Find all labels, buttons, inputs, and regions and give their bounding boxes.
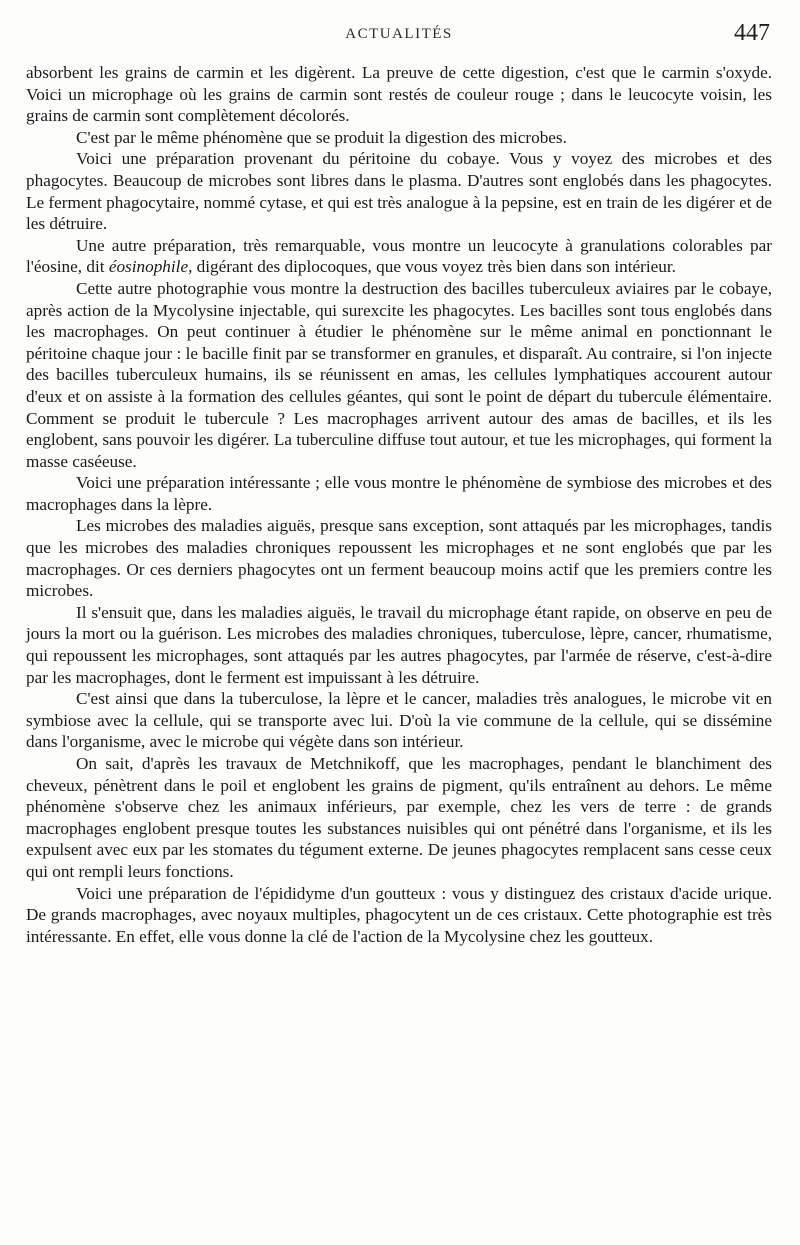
paragraph: On sait, d'après les travaux de Metchnikoff, que les macrophages, pendant le blanchiment des cheveux, pénètrent dans le poil et englobent les grains de pigment, qu'ils entraînent au dehors. Le même phénomène s'observe chez les animaux inférieurs, par exemple, chez les vers de terre : de grands macrophages englobent presque toutes les substances nuisibles qui ont pénétré dans l'organisme, et ils les expulsent avec eux par les stomates du tégument externe. De jeunes phagocytes remplacent sans cesse ceux qui ont rempli leurs fonctions. bbox=[26, 754, 772, 881]
paragraph-text: Une autre préparation, très remarquable, vous montre un leucocyte à granulations colorables par l'éosine, dit bbox=[26, 235, 772, 277]
paragraph: Voici une préparation provenant du péritoine du cobaye. Vous y voyez des microbes et des phagocytes. Beaucoup de microbes sont libres dans le plasma. D'autres sont englobés dans les phagocytes. Le ferment phagocytaire, nommé cytase, et qui est très analogue à la pepsine, est en train de les digérer et de les détruire. bbox=[26, 149, 772, 234]
paragraph: Il s'ensuit que, dans les maladies aiguës, le travail du microphage étant rapide, on observe en peu de jours la mort ou la guérison. Les microbes des maladies chroniques, tuberculose, lèpre, cancer, rhumatisme, qui repoussent les microphages, sont attaqués par les autres phagocytes, par l'armée de réserve, c'est-à-dire par les macrophages, dont le ferment est impuissant à les détruire. bbox=[26, 602, 772, 687]
body-text bbox=[26, 62, 772, 947]
paragraph: C'est ainsi que dans la tuberculose, la lèpre et le cancer, maladies très analogues, le microbe vit en symbiose avec la cellule, qui se transporte avec lui. D'où la vie commune de la cellule, qui se dissémine dans l'organisme, avec le microbe qui végète dans son intérieur. bbox=[26, 689, 772, 752]
paragraph: C'est par le même phénomène que se produit la digestion des microbes. bbox=[76, 127, 567, 147]
running-title: ACTUALITÉS bbox=[345, 26, 453, 42]
paragraph: Cette autre photographie vous montre la destruction des bacilles tuberculeux aviaires par le cobaye, après action de la Mycolysine injectable, qui surexcite les phagocytes. Les bacilles sont tous englobés dans les macrophages. On peut continuer à étudier le phénomène sur le même animal en ponctionnant le péritoine chaque jour : le bacille finit par se transformer en granules, et disparaît. Au contraire, si l'on injecte des bacilles tuberculeux humains, ils se réunissent en amas, les cellules lymphatiques accourent autour d'eux et on assiste à la formation des cellules géantes, qui sont le point de départ du tubercule élémentaire. Comment se produit le tubercule ? Les macrophages arrivent autour des amas de bacilles, et ils les englobent, sans pouvoir les digérer. La tuberculine diffuse tout autour, et tue les microphages, qui forment la masse caséeuse. bbox=[26, 278, 772, 471]
book-page bbox=[26, 20, 772, 1230]
italic-term: éosinophile, bbox=[108, 257, 193, 277]
paragraph bbox=[26, 235, 772, 278]
paragraph: absorbent les grains de carmin et les digèrent. La preuve de cette digestion, c'est que le carmin s'oxyde. Voici un microphage où les grains de carmin sont restés de couleur rouge ; dans le leucocyte voisin, les grains de carmin sont complètement décolorés. bbox=[26, 63, 772, 126]
page-number: 447 bbox=[734, 20, 770, 46]
paragraph-text: digérant des diplocoques, que vous voyez très bien dans son intérieur. bbox=[192, 257, 676, 277]
paragraph: Voici une préparation de l'épididyme d'un goutteux : vous y distinguez des cristaux d'acide urique. De grands macrophages, avec noyaux multiples, phagocytent un de ces cristaux. Cette photographie est très intéressante. En effet, elle vous donne la clé de l'action de la Mycolysine chez les goutteux. bbox=[26, 883, 772, 946]
paragraph: Voici une préparation intéressante ; elle vous montre le phénomène de symbiose des microbes et des macrophages dans la lèpre. bbox=[26, 473, 772, 514]
paragraph: Les microbes des maladies aiguës, presque sans exception, sont attaqués par les microphages, tandis que les microbes des maladies chroniques repoussent les microphages et ne sont englobés que par les macrophages. Or ces derniers phagocytes ont un ferment beaucoup moins actif que les premiers contre les microbes. bbox=[26, 516, 772, 601]
running-head bbox=[26, 20, 772, 54]
